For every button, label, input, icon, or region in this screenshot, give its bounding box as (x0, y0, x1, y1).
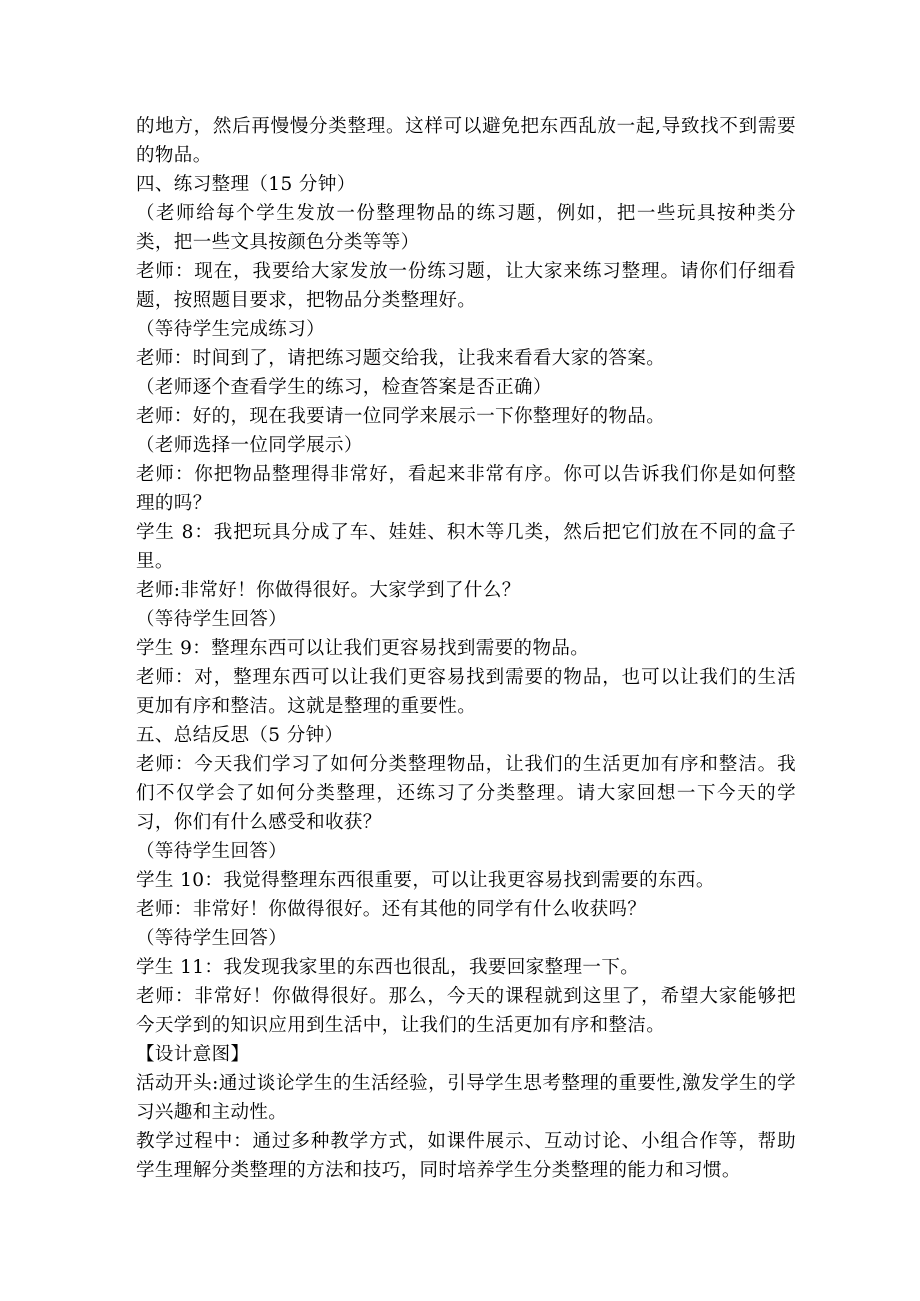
stage-direction: （老师给每个学生发放一份整理物品的练习题，例如，把一些玩具按种类分类，把一些文具按颜色分类等等） (136, 203, 796, 253)
paragraph-continuation: 的地方，然后再慢慢分类整理。这样可以避免把东西乱放一起,导致找不到需要的物品。 (136, 116, 796, 166)
section-heading-design-intent: 【设计意图】 (136, 1044, 250, 1065)
stage-direction: （等待学生回答） (136, 841, 288, 862)
document-page (136, 112, 796, 1185)
design-intent-opening: 活动开头:通过谈论学生的生活经验，引导学生思考整理的重要性,激发学生的学习兴趣和主动性。 (136, 1073, 796, 1123)
teacher-line: 老师：好的，现在我要请一位同学来展示一下你整理好的物品。 (136, 406, 666, 427)
teacher-line: 老师：你把物品整理得非常好，看起来非常有序。你可以告诉我们你是如何整理的吗？ (136, 464, 796, 514)
student-line: 学生 9：整理东西可以让我们更容易找到需要的物品。 (136, 638, 590, 659)
teacher-line: 老师：现在，我要给大家发放一份练习题，让大家来练习整理。请你们仔细看题，按照题目要求，把物品分类整理好。 (136, 261, 796, 311)
stage-direction: （老师选择一位同学展示） (136, 435, 363, 456)
teacher-line: 老师：今天我们学习了如何分类整理物品，让我们的生活更加有序和整洁。我们不仅学会了如何分类整理，还练习了分类整理。请大家回想一下今天的学习，你们有什么感受和收获？ (136, 754, 796, 833)
teacher-line: 老师:非常好！你做得很好。大家学到了什么？ (136, 580, 521, 601)
stage-direction: （等待学生回答） (136, 609, 288, 630)
teacher-line: 老师：对，整理东西可以让我们更容易找到需要的物品，也可以让我们的生活更加有序和整洁。这就是整理的重要性。 (136, 667, 796, 717)
section-heading-summary: 五、总结反思（5 分钟） (136, 725, 344, 746)
section-heading-practice: 四、练习整理（15 分钟） (136, 174, 356, 195)
teacher-line: 老师：时间到了，请把练习题交给我，让我来看看大家的答案。 (136, 348, 666, 369)
teacher-line: 老师：非常好！你做得很好。那么，今天的课程就到这里了，希望大家能够把今天学到的知识应用到生活中，让我们的生活更加有序和整洁。 (136, 986, 796, 1036)
stage-direction: （老师逐个查看学生的练习，检查答案是否正确） (136, 377, 552, 398)
stage-direction: （等待学生完成练习） (136, 319, 326, 340)
teacher-line: 老师：非常好！你做得很好。还有其他的同学有什么收获吗？ (136, 899, 647, 920)
design-intent-process: 教学过程中：通过多种教学方式，如课件展示、互动讨论、小组合作等，帮助学生理解分类整理的方法和技巧，同时培养学生分类整理的能力和习惯。 (136, 1131, 796, 1181)
student-line: 学生 10：我觉得整理东西很重要，可以让我更容易找到需要的东西。 (136, 870, 715, 891)
student-line: 学生 11：我发现我家里的东西也很乱，我要回家整理一下。 (136, 957, 640, 978)
stage-direction: （等待学生回答） (136, 928, 288, 949)
student-line: 学生 8：我把玩具分成了车、娃娃、积木等几类，然后把它们放在不同的盒子里。 (136, 522, 796, 572)
